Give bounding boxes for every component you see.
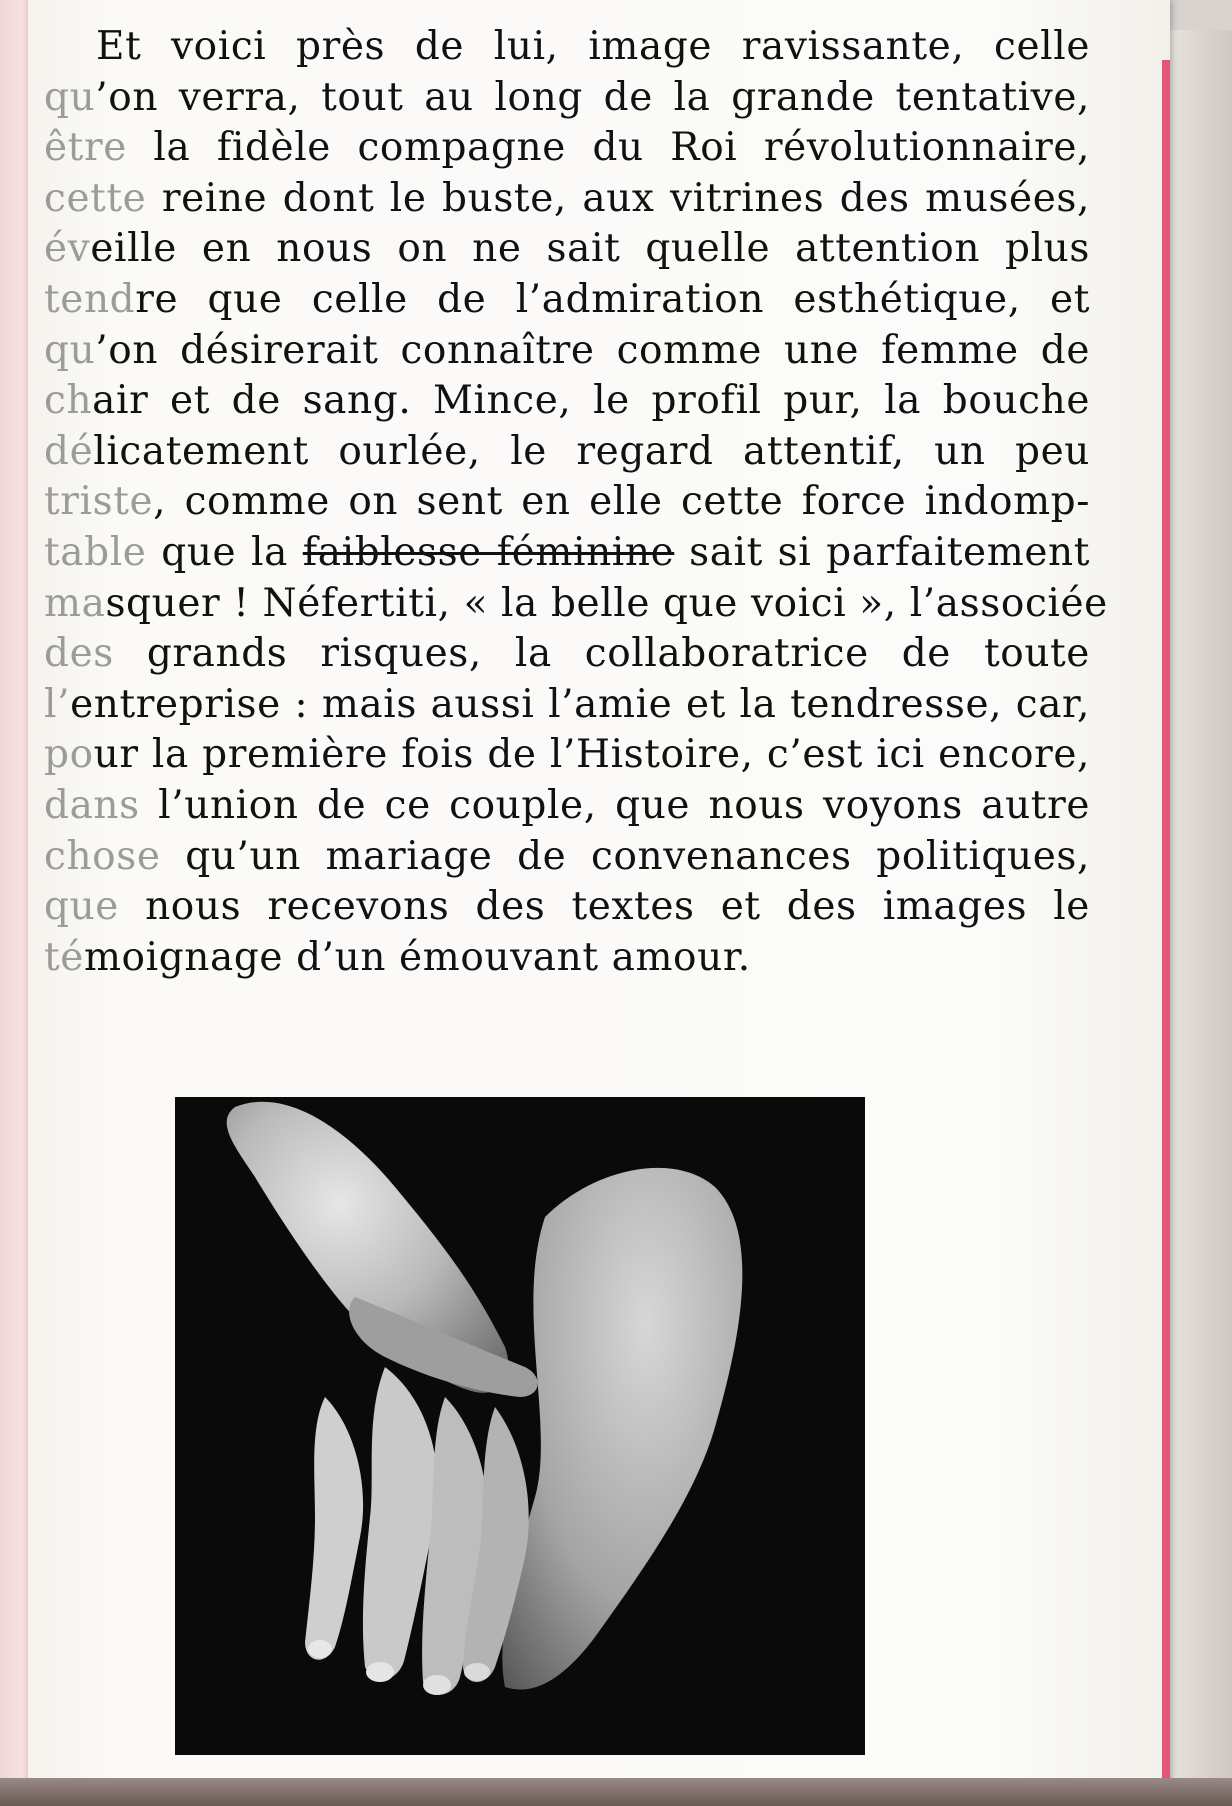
text-line: chose qu’un mariage de convenances politiques, bbox=[44, 833, 1090, 879]
hands-photograph bbox=[175, 1097, 865, 1755]
clasped-hands-illustration bbox=[175, 1097, 865, 1755]
text-line: tendre que celle de l’admiration esthétique, et bbox=[44, 276, 1090, 322]
text-line: être la fidèle compagne du Roi révolutionnaire, bbox=[44, 125, 1090, 171]
text-line: chair et de sang. Mince, le profil pur, la bouche bbox=[44, 378, 1090, 424]
text-line: délicatement ourlée, le regard attentif, un peu bbox=[44, 428, 1090, 474]
text-line: triste, comme on sent en elle cette force indomp- bbox=[44, 479, 1090, 525]
text-line: témoignage d’un émouvant amour. bbox=[44, 934, 751, 980]
text-line: que nous recevons des textes et des images le bbox=[44, 884, 1090, 930]
body-paragraph bbox=[44, 22, 1108, 983]
text-line: éveille en nous on ne sait quelle attention plus bbox=[44, 226, 1090, 272]
right-page-stack bbox=[1170, 30, 1232, 1790]
text-line: qu’on verra, tout au long de la grande tentative, bbox=[44, 74, 1090, 120]
text-line: dans l’union de ce couple, que nous voyons autre bbox=[44, 782, 1090, 828]
text-line: des grands risques, la collaboratrice de toute bbox=[44, 631, 1090, 677]
text-line: table que la faiblesse féminine sait si parfaitement bbox=[44, 529, 1090, 575]
text-line: masquer ! Néfertiti, « la belle que voici », l’associée bbox=[44, 580, 1108, 626]
red-page-edge bbox=[1162, 60, 1170, 1780]
text-line: pour la première fois de l’Histoire, c’est ici encore, bbox=[44, 732, 1090, 778]
text-line: qu’on désirerait connaître comme une femme de bbox=[44, 327, 1090, 373]
text-line: l’entreprise : mais aussi l’amie et la tendresse, car, bbox=[44, 681, 1090, 727]
bottom-edge-shadow bbox=[0, 1778, 1232, 1806]
text-line: Et voici près de lui, image ravissante, celle bbox=[96, 24, 1090, 69]
text-line: cette reine dont le buste, aux vitrines des musées, bbox=[44, 175, 1090, 221]
struck-phrase: faiblesse féminine bbox=[302, 529, 675, 575]
